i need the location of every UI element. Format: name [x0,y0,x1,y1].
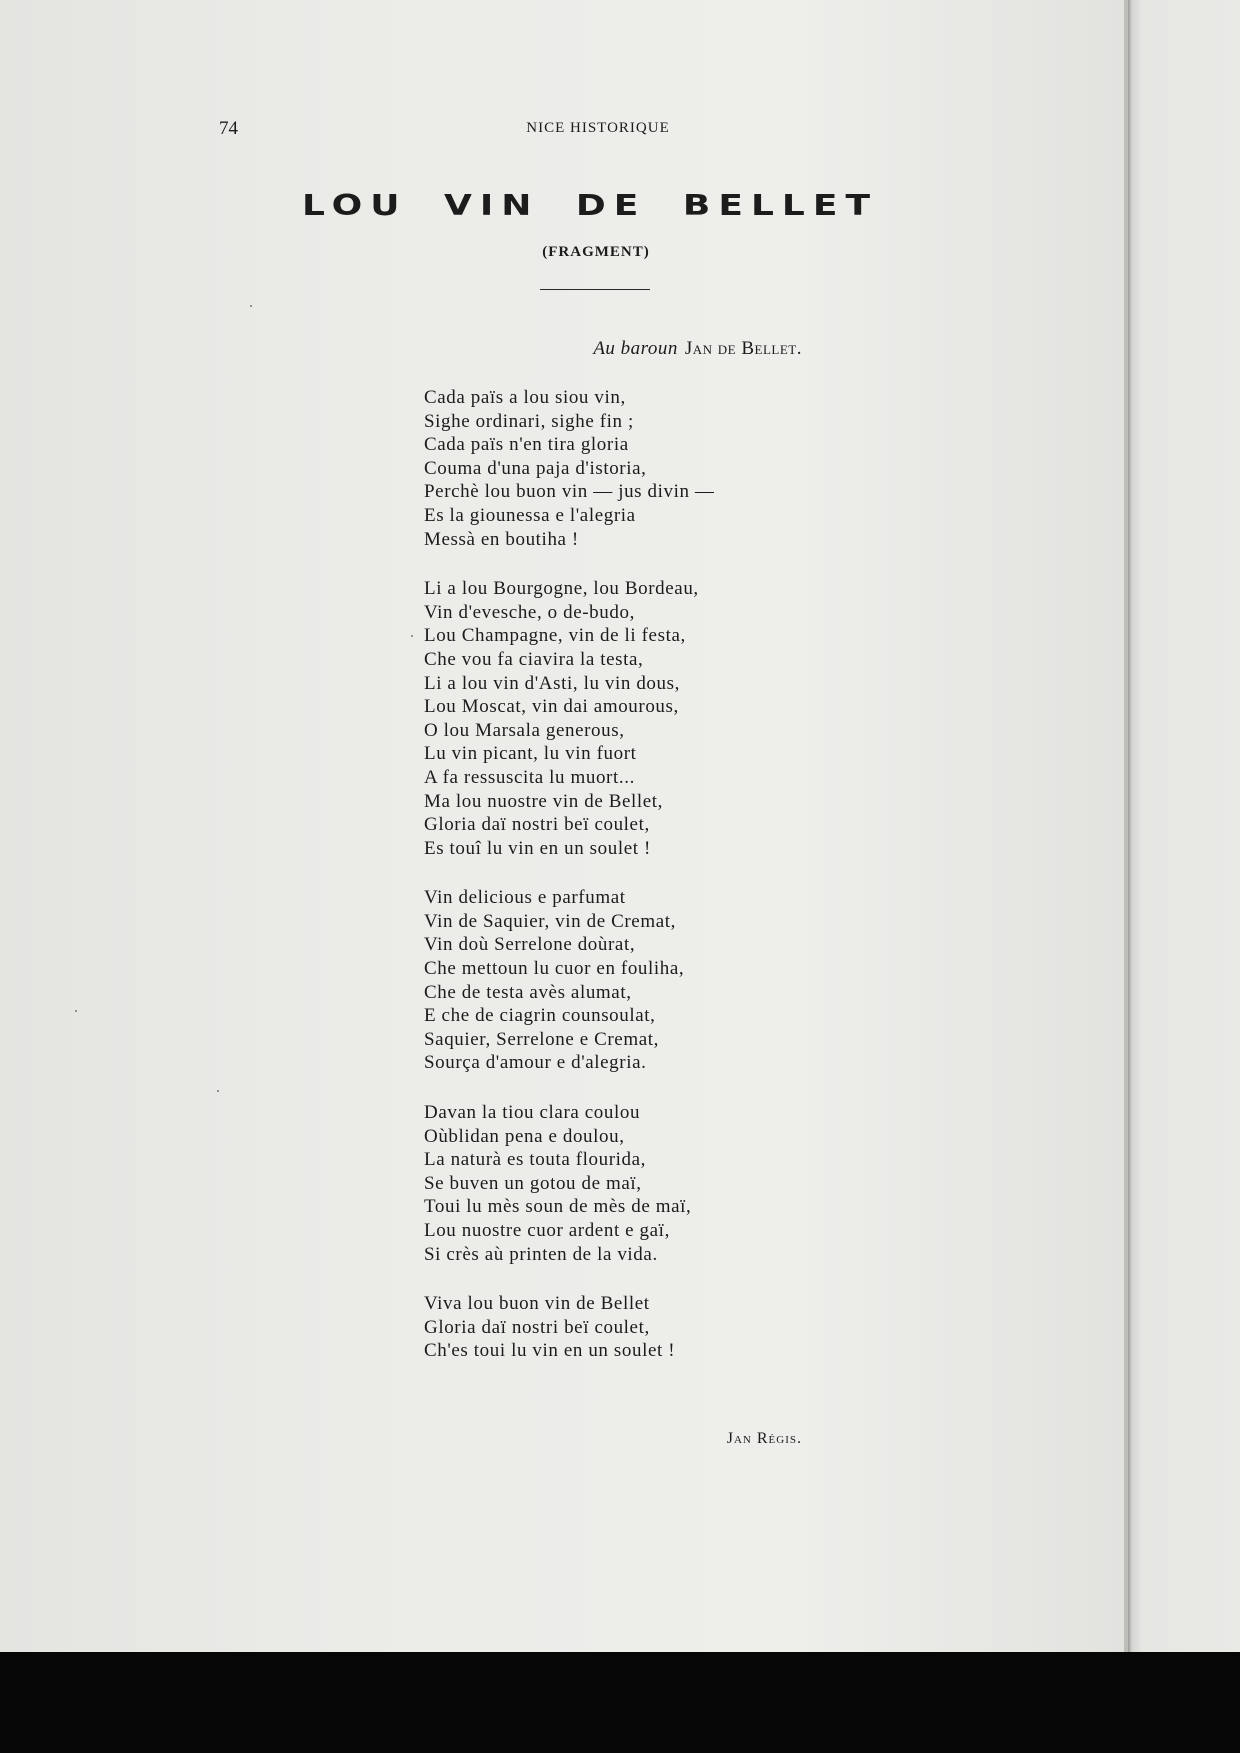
poem-line: Couma d'una paja d'istoria, [424,457,647,479]
poem-line: Sourça d'amour e d'alegria. [424,1052,647,1074]
paper-speck [217,1090,219,1092]
poem-line: Che mettoun lu cuor en fouliha, [424,958,685,980]
page-header [0,118,1128,142]
poem-line: Gloria daï nostri beï coulet, [424,1316,650,1338]
poem-subtitle: (FRAGMENT) [542,244,650,260]
poem-line: Sighe ordinari, sighe fin ; [424,410,634,432]
poem-line: Lou nuostre cuor ardent e gaï, [424,1220,670,1241]
dedication [593,338,802,360]
poem-line: Che de testa avès alumat, [424,981,632,1003]
stanza [424,1101,884,1266]
page-number: 74 [219,118,238,139]
poem-line: O lou Marsala generous, [424,719,625,741]
running-head: NICE HISTORIQUE [526,120,670,136]
poem-line: Ch'es toui lu vin en un soulet ! [424,1340,676,1362]
poem-line: Es touî lu vin en un soulet ! [424,837,651,859]
scan-border [0,1652,1240,1753]
poem-line: Viva lou buon vin de Bellet [424,1293,650,1315]
poem-line: Vin doù Serrelone doùrat, [424,934,636,956]
poem-line: E che de ciagrin counsoulat, [424,1005,656,1027]
poem-line: Perchè lou buon vin — jus divin — [424,481,715,503]
paper-speck [250,305,252,307]
poem-line: Toui lu mès soun de mès de maï, [424,1196,692,1218]
poem-line: Cada païs n'en tira gloria [424,434,629,456]
poem-line: Cada païs a lou siou vin, [424,387,626,408]
poem-line: Se buven un gotou de maï, [424,1172,642,1194]
poem-line: Lu vin picant, lu vin fuort [424,743,637,765]
dedication-prefix: Au baroun [593,338,678,359]
poem-line: Li a lou Bourgogne, lou Bordeau, [424,578,699,600]
paper-speck [411,635,413,637]
poem-line: Oùblidan pena e doulou, [424,1125,625,1147]
poem-line: Ma lou nuostre vin de Bellet, [424,790,664,812]
poem-line: Si crès aù printen de la vida. [424,1243,658,1265]
poem-line: Vin delicious e parfumat [424,887,626,909]
poem-line: Vin de Saquier, vin de Cremat, [424,910,676,932]
poem-line: Es la giounessa e l'alegria [424,504,636,526]
paper-speck [75,1010,77,1012]
poem-line: Che vou fa ciavira la testa, [424,648,644,670]
title-rule [540,289,650,290]
adjacent-page-edge [1128,0,1240,1652]
poem-line: Saquier, Serrelone e Cremat, [424,1028,659,1050]
stanza [424,386,884,551]
poem-line: Lou Moscat, vin dai amourous, [424,696,679,718]
poem-line: Messà en boutiha ! [424,528,579,550]
stanza [424,1292,884,1363]
poem-line: La naturà es touta flourida, [424,1149,647,1171]
poem-line: Vin d'evesche, o de-budo, [424,601,635,623]
poem-line: Li a lou vin d'Asti, lu vin dous, [424,672,680,694]
dedication-name: Jan de Bellet. [684,338,802,359]
poem-line: Lou Champagne, vin de li festa, [424,625,686,647]
poem-line: A fa ressuscita lu muort... [424,766,635,788]
author-signature: Jan Régis. [726,1430,802,1447]
poem-body [424,386,884,1389]
stanza [424,886,884,1075]
poem-line: Davan la tiou clara coulou [424,1102,641,1124]
poem-line: Gloria daï nostri beï coulet, [424,814,650,836]
poem-title: LOU VIN DE BELLET [301,190,878,222]
stanza [424,577,884,860]
